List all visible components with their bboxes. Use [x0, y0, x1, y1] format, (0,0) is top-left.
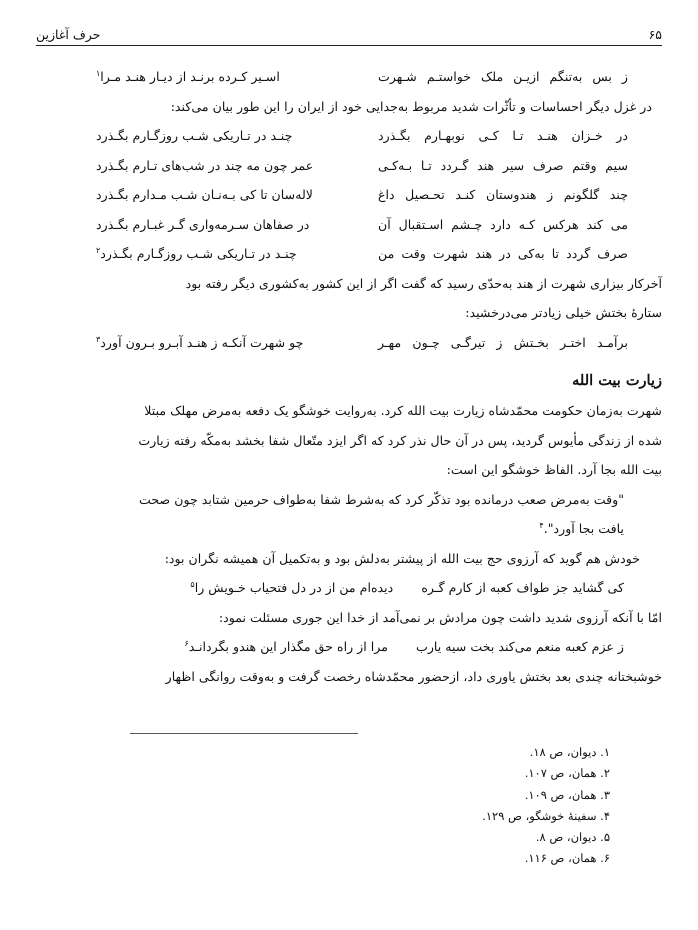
paragraph-cont: ستارهٔ بختش خیلی زیادتر می‌درخشید: [465, 305, 662, 320]
hemistich-left: اسـیر کـرده برنـد از دیـار هنـد مـرا$^۱$ [96, 68, 280, 84]
verse-2 [36, 121, 662, 151]
paragraph: خودش هم گوید که آرزوی حج بیت الله از پیشتر به‌دلش بود و به‌تکمیل آن همیشه نگران بود: [164, 550, 640, 566]
verse-4 [36, 180, 662, 210]
quotation: "وقت به‌مرض صعب درمانده بود تذکّر کرد که به‌شرط شفا به‌طواف حرمین شتابد چون صحت [139, 491, 624, 507]
hemistich-left: لاله‌سان تا کی بـه‌نـان شـب مـدارم بگـذرد [96, 187, 313, 202]
footnote: ۳. همان، ص ۱۰۹. [524, 787, 610, 802]
footnote-divider [130, 733, 358, 734]
hemistich-left: چو شهرت آنکـه ز هنـد آبـرو بـرون آورد$^۳$ [96, 334, 304, 350]
page-body [36, 62, 662, 691]
hemistich-right: در خـزان هنـد تـا کـی نوبهـارم بگـذرد [378, 128, 628, 143]
verse-6 [36, 239, 662, 269]
footnote-ref[interactable]: ۳ [96, 334, 101, 344]
hemistich-right: چند گلگونم ز هندوستان کنـد تحـصیل داغ [378, 187, 628, 202]
hemistich-right: ز بس به‌تنگم ازیـن ملک خواستـم شـهرت [378, 69, 628, 84]
footnote: ۲. همان، ص ۱۰۷. [524, 766, 610, 781]
verse-8: کی گشاید جز طواف کعبه از کارم گـره دیده‌ام من از در دل فتحیاب خـویش را$^۵$ [190, 579, 624, 595]
hemistich-right: برآمـد اختـر بخـتش ز تیرگـی چـون مهـر [378, 334, 628, 350]
quotation-cont: یافت بجا آورد".$^۴$ [539, 520, 624, 536]
hemistich-left: چنـد در تـاریکی شـب روزگـارم بگـذرد$^۲$ [96, 245, 297, 261]
hemistich-right: می کند هرکس کـه دارد چـشم اسـتقبال آن [378, 216, 628, 232]
section-heading: زیارت بیت الله [572, 372, 662, 389]
verse-7 [36, 328, 662, 358]
verse-5 [36, 210, 662, 240]
footnote-ref[interactable]: ۶ [184, 638, 189, 648]
footnote: ۵. دیوان، ص ۸. [535, 830, 610, 845]
footnotes [482, 742, 610, 870]
hemistich-right: سیم وقتم صرف سیر هند گـردد تـا بـه‌کـی [378, 157, 628, 173]
hemistich-right: صرف گردد تا به‌کی در هند شهرت وقت من [378, 246, 628, 261]
verse-9: ز عزم کعبه منعم می‌کند بخت سیه یارب مرا از راه حق مگذار این هندو بگردانـد$^۶$ [184, 638, 624, 654]
footnote: ۱. دیوان، ص ۱۸. [529, 745, 610, 759]
footnote: ۶. همان، ص ۱۱۶. [524, 851, 610, 866]
hemistich-left: چنـد در تـاریکی شـب روزگـارم بگـذرد [96, 128, 293, 143]
verse-1 [36, 62, 662, 92]
paragraph: آخرکار بیزاری شهرت از هند به‌حدّی رسید که گفت اگر از این کشور به‌کشوری دیگر رفته بود [185, 275, 662, 291]
footnote-ref[interactable]: ۴ [539, 520, 544, 530]
verse-3 [36, 151, 662, 181]
paragraph: در غزل دیگر احساسات و تأثّرات شدید مربوط به‌جدایی خود از ایران را این طور بیان می‌کند: [170, 98, 652, 114]
paragraph: خوشبختانه چندی بعد بختش یاوری داد، ازحضور محمّدشاه رخصت گرفت و به‌وقت روانگی اظهار [165, 668, 662, 684]
running-header [36, 22, 662, 46]
running-title: حرف آغازین [36, 27, 101, 42]
paragraph-cont: شده از زندگی مأیوس گردید، پس در آن حال نذر کرد که اگر ایزد متّعال شفا بخشد به‌مکّه رفته زیارت [138, 432, 662, 448]
paragraph-cont: بیت الله بجا آرد. الفاظ خوشگو این است: [446, 462, 662, 477]
hemistich-left: در صفاهان سـرمه‌واری گـر غبـارم بگـذرد [96, 216, 310, 232]
footnote: ۴. سفینهٔ خوشگو، ص ۱۲۹. [482, 808, 610, 823]
footnote-ref[interactable]: ۱ [96, 68, 101, 78]
page-number: ۶۵ [648, 27, 662, 42]
footnote-ref[interactable]: ۲ [96, 245, 101, 255]
footnote-ref[interactable]: ۵ [190, 579, 195, 589]
paragraph: امّا با آنکه آرزوی شدید داشت چون مرادش بر نمی‌آمد از خدا این جوری مسئلت نمود: [218, 609, 662, 625]
paragraph: شهرت به‌زمان حکومت محمّدشاه زیارت بیت الله کرد. به‌روایت خوشگو یک دفعه به‌مرض مهلک مبتلا [144, 403, 662, 418]
hemistich-left: عمر چون مه چند در شب‌های تـارم بگـذرد [96, 157, 314, 173]
